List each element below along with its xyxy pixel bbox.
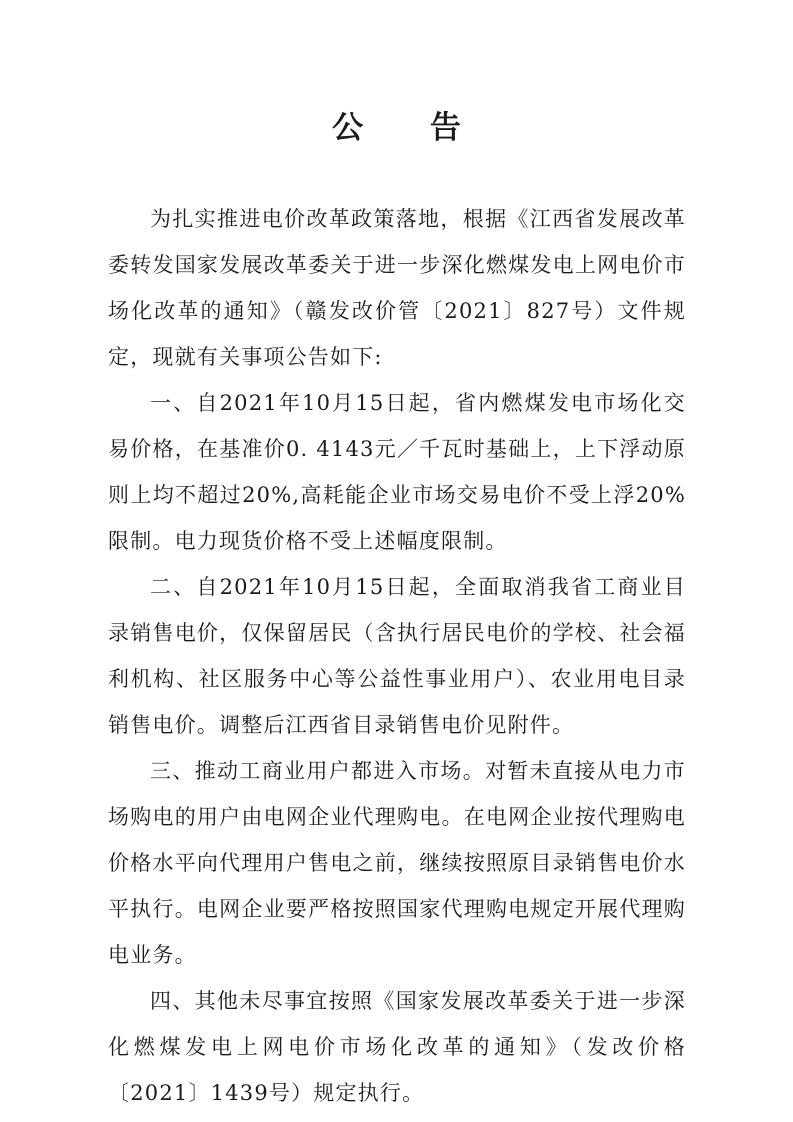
document-title: 公 告 — [332, 110, 489, 146]
item-one-paragraph: 一、自2021年10月15日起，省内燃煤发电市场化交易价格，在基准价0. 4143元／千瓦时基础上，上下浮动原则上均不超过20%,高耗能企业市场交易电价不受上浮20%限制。电力现货价格不受上述幅度限制。 — [108, 391, 686, 553]
document-body — [108, 196, 686, 1116]
item-four-paragraph: 四、其他未尽事宜按照《国家发展改革委关于进一步深化燃煤发电上网电价市场化改革的通知》（发改价格〔2021〕1439号）规定执行。 — [108, 989, 686, 1105]
intro-paragraph: 为扎实推进电价改革政策落地，根据《江西省发展改革委转发国家发展改革委关于进一步深化燃煤发电上网电价市场化改革的通知》（赣发改价管〔2021〕827号）文件规定，现就有关事项公告如下: — [108, 207, 686, 369]
item-three-paragraph: 三、推动工商业用户都进入市场。对暂未直接从电力市场购电的用户由电网企业代理购电。在电网企业按代理购电价格水平向代理用户售电之前，继续按照原目录销售电价水平执行。电网企业要严格按照国家代理购电规定开展代理购电业务。 — [108, 759, 686, 967]
item-two-paragraph: 二、自2021年10月15日起，全面取消我省工商业目录销售电价，仅保留居民（含执行居民电价的学校、社会福利机构、社区服务中心等公益性事业用户）、农业用电目录销售电价。调整后江西省目录销售电价见附件。 — [108, 575, 686, 737]
